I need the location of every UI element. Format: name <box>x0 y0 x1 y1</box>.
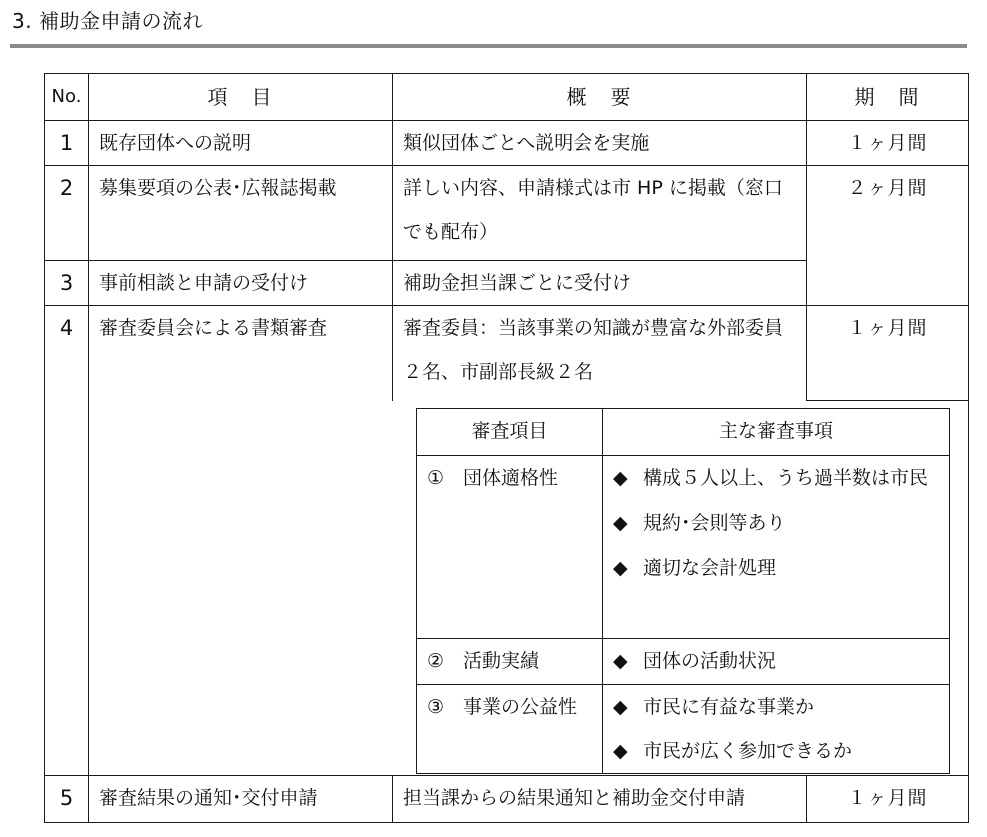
row-4-summary: 審査委員：当該事業の知識が豊富な外部委員２名、市副部長級２名 <box>392 305 807 401</box>
diamond-bullet-icon: ◆ <box>613 650 628 672</box>
review-header-matters: 主な審査事項 <box>602 408 950 456</box>
header-period: 期 間 <box>806 73 969 121</box>
review-item-3: ③ 事業の公益性 <box>416 684 603 774</box>
list-item: ◆ 市民に有益な事業か <box>613 685 949 729</box>
list-item: ◆ 団体の活動状況 <box>613 639 949 683</box>
row-4-no: 4 <box>44 305 89 775</box>
review-header-item: 審査項目 <box>416 408 603 456</box>
diamond-bullet-icon: ◆ <box>613 740 628 762</box>
section-heading: 3. 補助金申請の流れ <box>12 9 203 33</box>
row-4-period: １ヶ月間 <box>806 305 969 401</box>
row-5-summary: 担当課からの結果通知と補助金交付申請 <box>392 775 807 823</box>
diamond-bullet-icon: ◆ <box>613 467 628 489</box>
row-4-right-border <box>968 400 969 776</box>
row-2-no: 2 <box>44 165 89 261</box>
header-no: No. <box>44 73 89 121</box>
row-3-no: 3 <box>44 260 89 306</box>
header-summary: 概 要 <box>392 73 807 121</box>
row-2-3-period: ２ヶ月間 <box>806 165 969 306</box>
row-1-summary: 類似団体ごとへ説明会を実施 <box>392 120 807 166</box>
row-2-summary: 詳しい内容、申請様式は市 HP に掲載（窓口でも配布） <box>392 165 807 261</box>
row-1-period: １ヶ月間 <box>806 120 969 166</box>
row-5-no: 5 <box>44 775 89 823</box>
review-matters-2 <box>602 638 950 685</box>
diamond-bullet-icon: ◆ <box>613 557 628 579</box>
row-1-no: 1 <box>44 120 89 166</box>
row-4-item: 審査委員会による書類審査 <box>88 305 393 401</box>
review-matters-1 <box>602 455 950 639</box>
review-item-2: ② 活動実績 <box>416 638 603 685</box>
diamond-bullet-icon: ◆ <box>613 696 628 718</box>
list-item: ◆ 市民が広く参加できるか <box>613 729 949 773</box>
review-item-1: ① 団体適格性 <box>416 455 603 639</box>
review-matters-3 <box>602 684 950 774</box>
row-1-item: 既存団体への説明 <box>88 120 393 166</box>
row-2-item: 募集要項の公表･広報誌掲載 <box>88 165 393 261</box>
list-item: ◆ 適切な会計処理 <box>613 546 949 591</box>
row-5-period: １ヶ月間 <box>806 775 969 823</box>
diamond-bullet-icon: ◆ <box>613 512 628 534</box>
heading-underline <box>10 44 967 48</box>
list-item: ◆ 規約･会則等あり <box>613 501 949 546</box>
row-3-item: 事前相談と申請の受付け <box>88 260 393 306</box>
list-item: ◆ 構成５人以上、うち過半数は市民 <box>613 456 949 501</box>
header-item: 項 目 <box>88 73 393 121</box>
row-5-item: 審査結果の通知･交付申請 <box>88 775 393 823</box>
row-3-summary: 補助金担当課ごとに受付け <box>392 260 807 306</box>
